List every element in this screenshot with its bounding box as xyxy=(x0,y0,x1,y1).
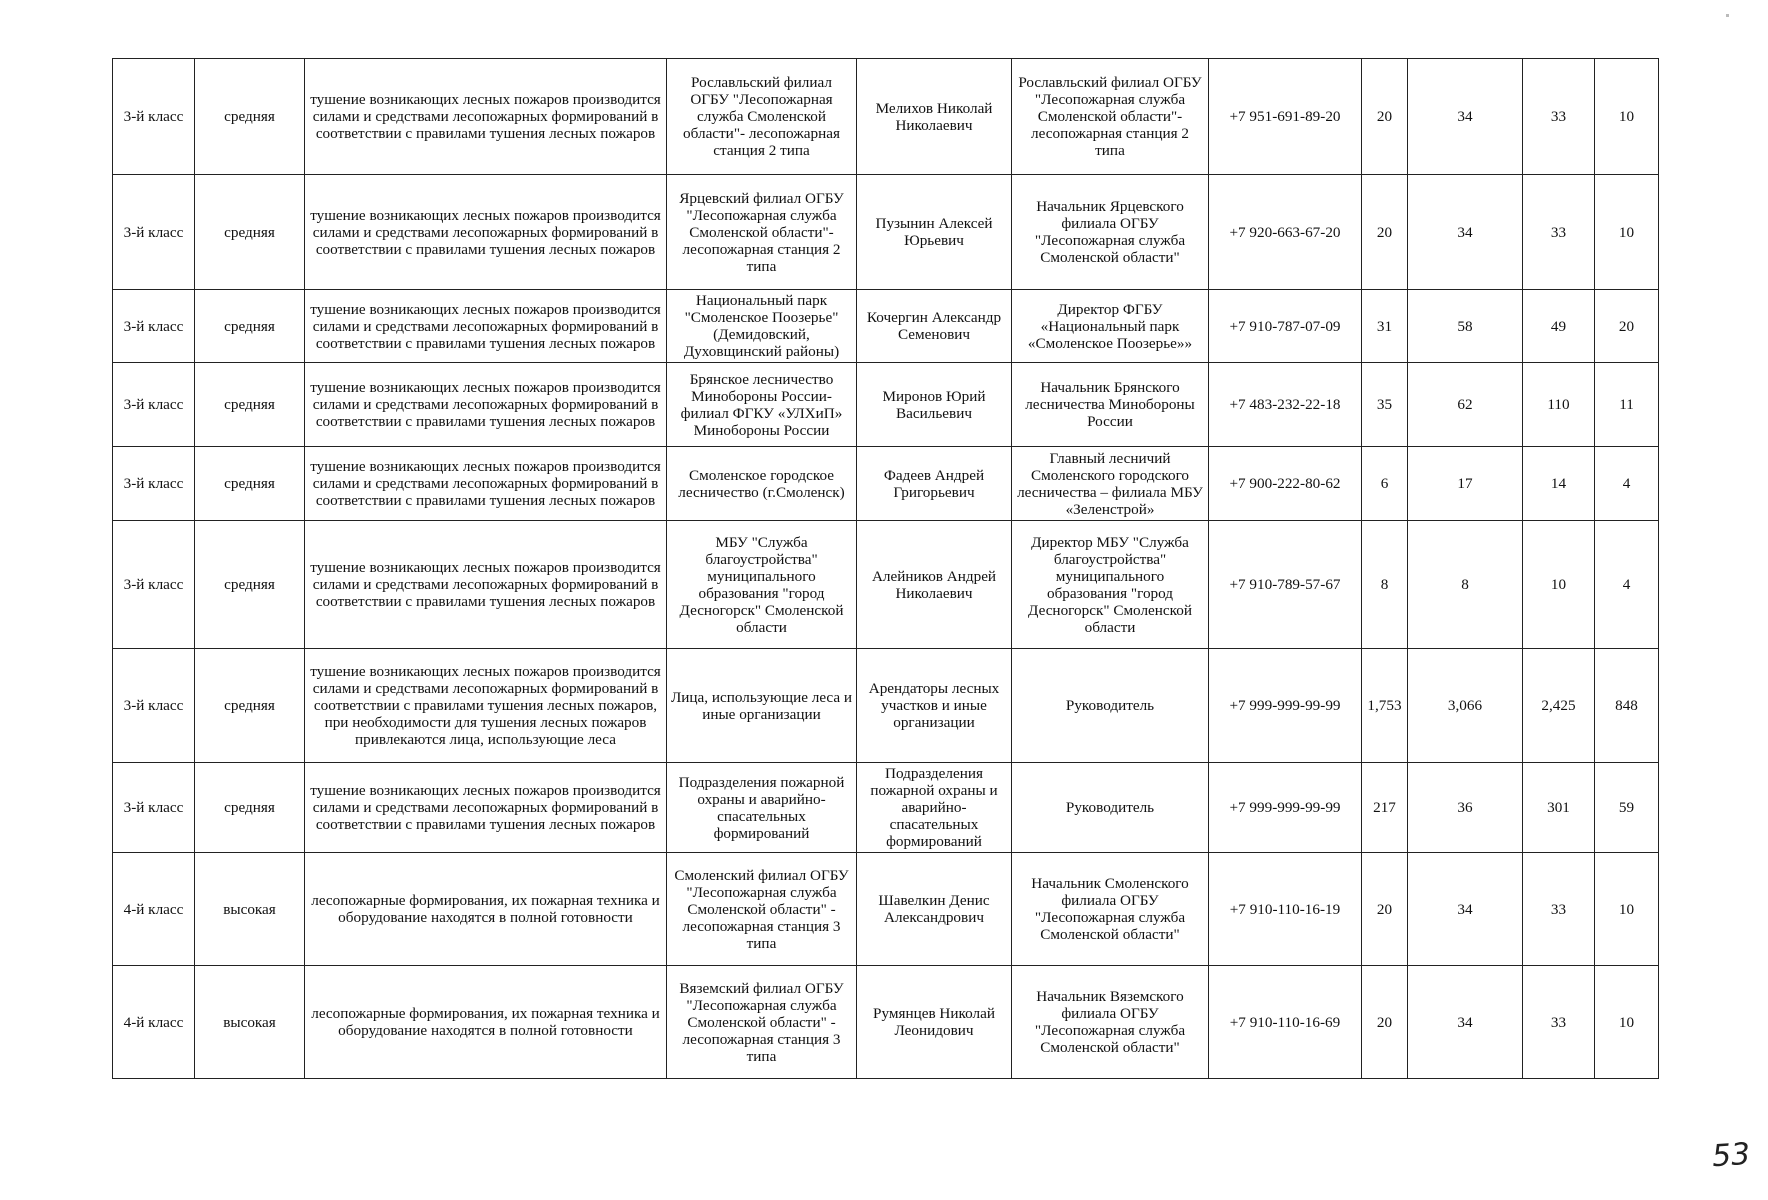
danger-class-cell: 3-й класс xyxy=(113,521,195,649)
count-cell-3: 33 xyxy=(1523,966,1595,1079)
organization-cell: Национальный парк "Смоленское Поозерье" (Демидовский, Духовщинский районы) xyxy=(667,290,857,363)
danger-level-cell: высокая xyxy=(195,966,305,1079)
organization-cell: Подразделения пожарной охраны и аварийно-спасательных формирований xyxy=(667,763,857,853)
count-cell-4: 848 xyxy=(1595,649,1659,763)
responsible-person-cell: Фадеев Андрей Григорьевич xyxy=(857,447,1012,521)
count-cell-2: 58 xyxy=(1408,290,1523,363)
table-row xyxy=(113,447,1659,521)
organization-cell: Смоленское городское лесничество (г.Смоленск) xyxy=(667,447,857,521)
count-cell-1: 35 xyxy=(1362,363,1408,447)
measures-cell: тушение возникающих лесных пожаров производится силами и средствами лесопожарных формирований в соответствии с правилами тушения лесных пожаров xyxy=(305,175,667,290)
count-cell-2: 34 xyxy=(1408,853,1523,966)
measures-cell: тушение возникающих лесных пожаров производится силами и средствами лесопожарных формирований в соответствии с правилами тушения лесных пожаров xyxy=(305,521,667,649)
count-cell-3: 110 xyxy=(1523,363,1595,447)
responsible-person-cell: Миронов Юрий Васильевич xyxy=(857,363,1012,447)
measures-cell: тушение возникающих лесных пожаров производится силами и средствами лесопожарных формирований в соответствии с правилами тушения лесных пожаров, при необходимости для тушения лесных пожаров привлекаются лица, использующие леса xyxy=(305,649,667,763)
organization-cell: МБУ "Служба благоустройства" муниципального образования "город Десногорск" Смоленской области xyxy=(667,521,857,649)
scan-artifact-dot xyxy=(1726,14,1729,17)
count-cell-4: 59 xyxy=(1595,763,1659,853)
danger-level-cell: средняя xyxy=(195,363,305,447)
position-cell: Начальник Брянского лесничества Минобороны России xyxy=(1012,363,1209,447)
responsible-person-cell: Подразделения пожарной охраны и аварийно-спасательных формирований xyxy=(857,763,1012,853)
count-cell-1: 20 xyxy=(1362,966,1408,1079)
danger-class-cell: 3-й класс xyxy=(113,363,195,447)
phone-cell: +7 910-789-57-67 xyxy=(1209,521,1362,649)
count-cell-2: 3,066 xyxy=(1408,649,1523,763)
position-cell: Руководитель xyxy=(1012,763,1209,853)
position-cell: Директор МБУ "Служба благоустройства" муниципального образования "город Десногорск" Смоленской области xyxy=(1012,521,1209,649)
phone-cell: +7 910-110-16-19 xyxy=(1209,853,1362,966)
count-cell-4: 10 xyxy=(1595,59,1659,175)
phone-cell: +7 900-222-80-62 xyxy=(1209,447,1362,521)
table-row xyxy=(113,649,1659,763)
count-cell-1: 20 xyxy=(1362,175,1408,290)
position-cell: Директор ФГБУ «Национальный парк «Смоленское Поозерье»» xyxy=(1012,290,1209,363)
count-cell-1: 20 xyxy=(1362,59,1408,175)
count-cell-1: 8 xyxy=(1362,521,1408,649)
count-cell-2: 36 xyxy=(1408,763,1523,853)
danger-level-cell: средняя xyxy=(195,59,305,175)
responsible-person-cell: Шавелкин Денис Александрович xyxy=(857,853,1012,966)
count-cell-1: 31 xyxy=(1362,290,1408,363)
organization-cell: Лица, использующие леса и иные организации xyxy=(667,649,857,763)
position-cell: Руководитель xyxy=(1012,649,1209,763)
table-body xyxy=(113,59,1659,1079)
count-cell-2: 8 xyxy=(1408,521,1523,649)
responsible-person-cell: Мелихов Николай Николаевич xyxy=(857,59,1012,175)
phone-cell: +7 951-691-89-20 xyxy=(1209,59,1362,175)
fire-danger-table xyxy=(112,58,1659,1079)
position-cell: Начальник Вяземского филиала ОГБУ "Лесопожарная служба Смоленской области" xyxy=(1012,966,1209,1079)
measures-cell: тушение возникающих лесных пожаров производится силами и средствами лесопожарных формирований в соответствии с правилами тушения лесных пожаров xyxy=(305,763,667,853)
measures-cell: тушение возникающих лесных пожаров производится силами и средствами лесопожарных формирований в соответствии с правилами тушения лесных пожаров xyxy=(305,290,667,363)
phone-cell: +7 483-232-22-18 xyxy=(1209,363,1362,447)
phone-cell: +7 910-110-16-69 xyxy=(1209,966,1362,1079)
measures-cell: тушение возникающих лесных пожаров производится силами и средствами лесопожарных формирований в соответствии с правилами тушения лесных пожаров xyxy=(305,59,667,175)
danger-class-cell: 4-й класс xyxy=(113,853,195,966)
count-cell-4: 4 xyxy=(1595,521,1659,649)
count-cell-3: 14 xyxy=(1523,447,1595,521)
table-row xyxy=(113,363,1659,447)
count-cell-1: 6 xyxy=(1362,447,1408,521)
table-row xyxy=(113,763,1659,853)
danger-level-cell: высокая xyxy=(195,853,305,966)
danger-class-cell: 3-й класс xyxy=(113,763,195,853)
table-row xyxy=(113,853,1659,966)
organization-cell: Смоленский филиал ОГБУ "Лесопожарная служба Смоленской области" - лесопожарная станция 3 типа xyxy=(667,853,857,966)
count-cell-4: 10 xyxy=(1595,853,1659,966)
count-cell-2: 34 xyxy=(1408,966,1523,1079)
count-cell-4: 11 xyxy=(1595,363,1659,447)
position-cell: Начальник Смоленского филиала ОГБУ "Лесопожарная служба Смоленской области" xyxy=(1012,853,1209,966)
fire-danger-table-sheet xyxy=(112,58,1659,1079)
count-cell-4: 10 xyxy=(1595,175,1659,290)
table-row xyxy=(113,521,1659,649)
phone-cell: +7 910-787-07-09 xyxy=(1209,290,1362,363)
count-cell-3: 2,425 xyxy=(1523,649,1595,763)
danger-class-cell: 3-й класс xyxy=(113,175,195,290)
position-cell: Главный лесничий Смоленского городского лесничества – филиала МБУ «Зеленстрой» xyxy=(1012,447,1209,521)
danger-level-cell: средняя xyxy=(195,447,305,521)
page-number: 53 xyxy=(1710,1136,1752,1175)
responsible-person-cell: Пузынин Алексей Юрьевич xyxy=(857,175,1012,290)
table-row xyxy=(113,175,1659,290)
phone-cell: +7 999-999-99-99 xyxy=(1209,649,1362,763)
measures-cell: тушение возникающих лесных пожаров производится силами и средствами лесопожарных формирований в соответствии с правилами тушения лесных пожаров xyxy=(305,363,667,447)
phone-cell: +7 920-663-67-20 xyxy=(1209,175,1362,290)
organization-cell: Рославльский филиал ОГБУ "Лесопожарная служба Смоленской области"- лесопожарная станция 2 типа xyxy=(667,59,857,175)
measures-cell: тушение возникающих лесных пожаров производится силами и средствами лесопожарных формирований в соответствии с правилами тушения лесных пожаров xyxy=(305,447,667,521)
phone-cell: +7 999-999-99-99 xyxy=(1209,763,1362,853)
count-cell-3: 33 xyxy=(1523,853,1595,966)
danger-level-cell: средняя xyxy=(195,521,305,649)
danger-level-cell: средняя xyxy=(195,649,305,763)
measures-cell: лесопожарные формирования, их пожарная техника и оборудование находятся в полной готовности xyxy=(305,966,667,1079)
table-row xyxy=(113,290,1659,363)
count-cell-3: 49 xyxy=(1523,290,1595,363)
count-cell-4: 10 xyxy=(1595,966,1659,1079)
count-cell-4: 4 xyxy=(1595,447,1659,521)
danger-class-cell: 3-й класс xyxy=(113,290,195,363)
count-cell-4: 20 xyxy=(1595,290,1659,363)
responsible-person-cell: Кочергин Александр Семенович xyxy=(857,290,1012,363)
responsible-person-cell: Арендаторы лесных участков и иные организации xyxy=(857,649,1012,763)
danger-level-cell: средняя xyxy=(195,175,305,290)
count-cell-2: 34 xyxy=(1408,59,1523,175)
measures-cell: лесопожарные формирования, их пожарная техника и оборудование находятся в полной готовности xyxy=(305,853,667,966)
count-cell-1: 1,753 xyxy=(1362,649,1408,763)
table-row xyxy=(113,966,1659,1079)
responsible-person-cell: Румянцев Николай Леонидович xyxy=(857,966,1012,1079)
count-cell-2: 62 xyxy=(1408,363,1523,447)
organization-cell: Брянское лесничество Минобороны России- филиал ФГКУ «УЛХиП» Минобороны России xyxy=(667,363,857,447)
position-cell: Рославльский филиал ОГБУ "Лесопожарная служба Смоленской области"- лесопожарная станция 2 типа xyxy=(1012,59,1209,175)
danger-level-cell: средняя xyxy=(195,290,305,363)
danger-class-cell: 3-й класс xyxy=(113,447,195,521)
count-cell-2: 17 xyxy=(1408,447,1523,521)
count-cell-1: 217 xyxy=(1362,763,1408,853)
organization-cell: Ярцевский филиал ОГБУ "Лесопожарная служба Смоленской области"- лесопожарная станция 2 типа xyxy=(667,175,857,290)
danger-level-cell: средняя xyxy=(195,763,305,853)
responsible-person-cell: Алейников Андрей Николаевич xyxy=(857,521,1012,649)
count-cell-3: 33 xyxy=(1523,59,1595,175)
count-cell-3: 10 xyxy=(1523,521,1595,649)
table-row xyxy=(113,59,1659,175)
danger-class-cell: 4-й класс xyxy=(113,966,195,1079)
count-cell-2: 34 xyxy=(1408,175,1523,290)
count-cell-3: 301 xyxy=(1523,763,1595,853)
count-cell-1: 20 xyxy=(1362,853,1408,966)
organization-cell: Вяземский филиал ОГБУ "Лесопожарная служба Смоленской области" - лесопожарная станция 3 типа xyxy=(667,966,857,1079)
danger-class-cell: 3-й класс xyxy=(113,59,195,175)
position-cell: Начальник Ярцевского филиала ОГБУ "Лесопожарная служба Смоленской области" xyxy=(1012,175,1209,290)
count-cell-3: 33 xyxy=(1523,175,1595,290)
danger-class-cell: 3-й класс xyxy=(113,649,195,763)
